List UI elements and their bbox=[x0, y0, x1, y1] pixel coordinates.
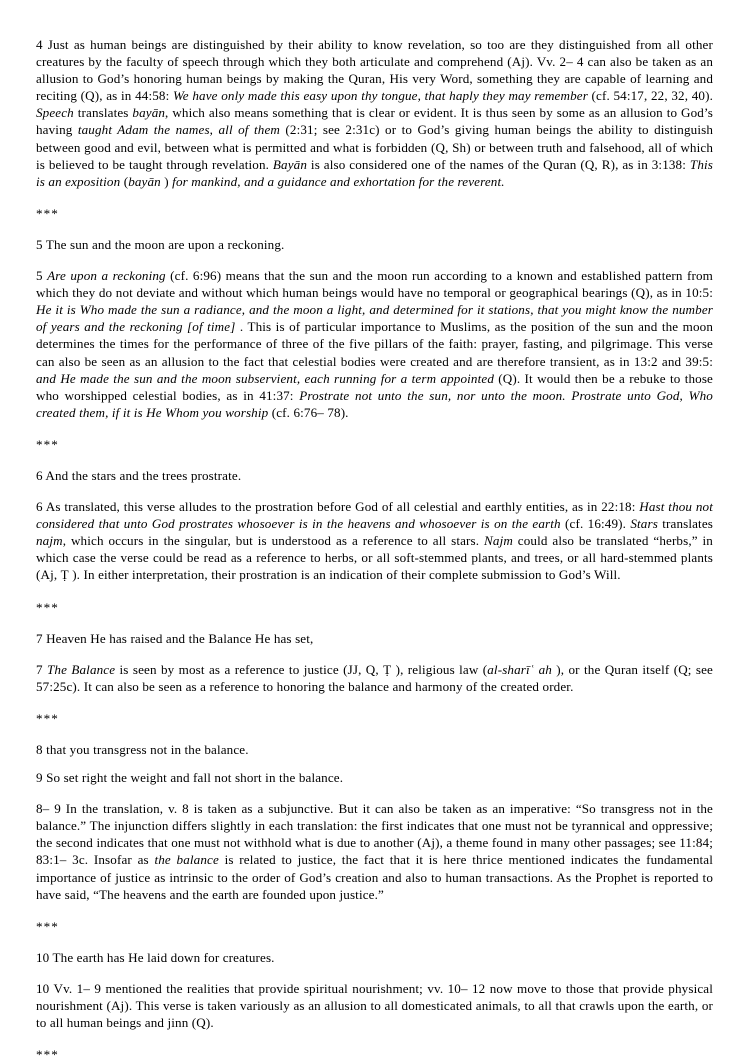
section-separator-5: *** bbox=[36, 918, 59, 934]
section-separator-2: *** bbox=[36, 436, 59, 452]
section-separator-6: *** bbox=[36, 1047, 59, 1061]
commentary-verse-10: 10 Vv. 1– 9 mentioned the realities that provide spiritual nourishment; vv. 10– 12 now move to those that provide physical nourishment (Aj). This verse is taken variously as an allusion to all domesticated animals, to all that crawls upon the earth, or to all human beings and jinn (Q). bbox=[36, 980, 713, 1031]
commentary-verse-5: 5 Are upon a reckoning (cf. 6:96) means that the sun and the moon run according to a known and established pattern from which they do not deviate and without which human beings would have no temporal or geographical bearings (Q), as in 10:5: He it is Who made the sun a radiance, and the moon a light, and determined for it stations, that you might know the number of years and the reckoning [of time] . This is of particular importance to Muslims, as the position of the sun and the moon determines the times for the performance of three of the five pillars of the faith: prayer, fasting, and pilgrimage. This verse can also be seen as an allusion to the fact that celestial bodies were created and are therefore transient, as in 13:2 and 39:5: and He made the sun and the moon subservient, each running for a term appointed (Q). It would then be a rebuke to those who worshipped celestial bodies, as in 41:37: Prostrate not unto the sun, nor unto the moon. Prostrate unto God, Who created them, if it is He Whom you worship (cf. 6:76– 78). bbox=[36, 268, 713, 420]
section-separator-4: *** bbox=[36, 710, 59, 726]
verse-text-6: 6 And the stars and the trees prostrate. bbox=[36, 467, 242, 483]
section-separator-1: *** bbox=[36, 205, 59, 221]
section-separator-3: *** bbox=[36, 599, 59, 615]
commentary-verse-6: 6 As translated, this verse alludes to the prostration before God of all celestial and earthly entities, as in 22:18: Hast thou not considered that unto God prostrates whosoever is in the heavens and whosoever is on the earth (cf. 16:49). Stars translates najm, which occurs in the singular, but is understood as a reference to all stars. Najm could also be translated “herbs,” in which case the verse could be read as a reference to herbs, or all soft-stemmed plants, and trees, or all hard-stemmed plants (Aj, Ṭ ). In either interpretation, their prostration is an indication of their complete submission to God’s Will. bbox=[36, 499, 714, 583]
commentary-verse-4: 4 Just as human beings are distinguished by their ability to know revelation, so too are they distinguished from all other creatures by the faculty of speech through which they both articulate and comprehend (Aj). Vv. 2– 4 can also be taken as an allusion to God’s honoring human beings by making the Quran, His very Word, something they are capable of learning and reciting (Q), as in 44:58: We have only made this easy upon thy tongue, that haply they may remember (cf. 54:17, 22, 32, 40). Speech translates bayān, which also means something that is clear or evident. It is thus seen by some as an allusion to God’s having taught Adam the names, all of them (2:31; see 2:31c) or to God’s giving human beings the ability to distinguish between good and evil, between what is permitted and what is forbidden (Q, Sh) or between truth and falsehood, all of which is believed to be taught through revelation. Bayān is also considered one of the names of the Quran (Q, R), as in 3:138: This is an exposition (bayān ) for mankind, and a guidance and exhortation for the reverent. bbox=[36, 37, 714, 189]
verse-text-7: 7 Heaven He has raised and the Balance He has set, bbox=[36, 630, 314, 646]
commentary-verse-8-9: 8– 9 In the translation, v. 8 is taken as a subjunctive. But it can also be taken as an imperative: “So transgress not in the balance.” The injunction differs slightly in each translation: the first indicates that one must not be tyrannical and oppressive; the second indicates that one must not withhold what is due to another (Aj), a theme found in many other passages; see 11:84; 83:1– 3c. Insofar as the balance is related to justice, the fact that it is here thrice mentioned indicates the fundamental importance of justice as intrinsic to the order of God’s creation and also to human transactions. As the Prophet is reported to have said, “The heavens and the earth are founded upon justice.” bbox=[36, 801, 714, 902]
commentary-verse-7: 7 The Balance is seen by most as a reference to justice (JJ, Q, Ṭ ), religious law (al-sharīʿ ah ), or the Quran itself (Q; see 57:25c). It can also be seen as a reference to honoring the balance and harmony of the created order. bbox=[36, 661, 713, 694]
verse-text-10: 10 The earth has He laid down for creatures. bbox=[36, 949, 275, 965]
verse-text-8: 8 that you transgress not in the balance. bbox=[36, 742, 249, 757]
verse-text-5: 5 The sun and the moon are upon a reckoning. bbox=[36, 236, 285, 252]
verse-text-9: 9 So set right the weight and fall not short in the balance. bbox=[36, 770, 344, 786]
page-content bbox=[36, 36, 713, 1061]
